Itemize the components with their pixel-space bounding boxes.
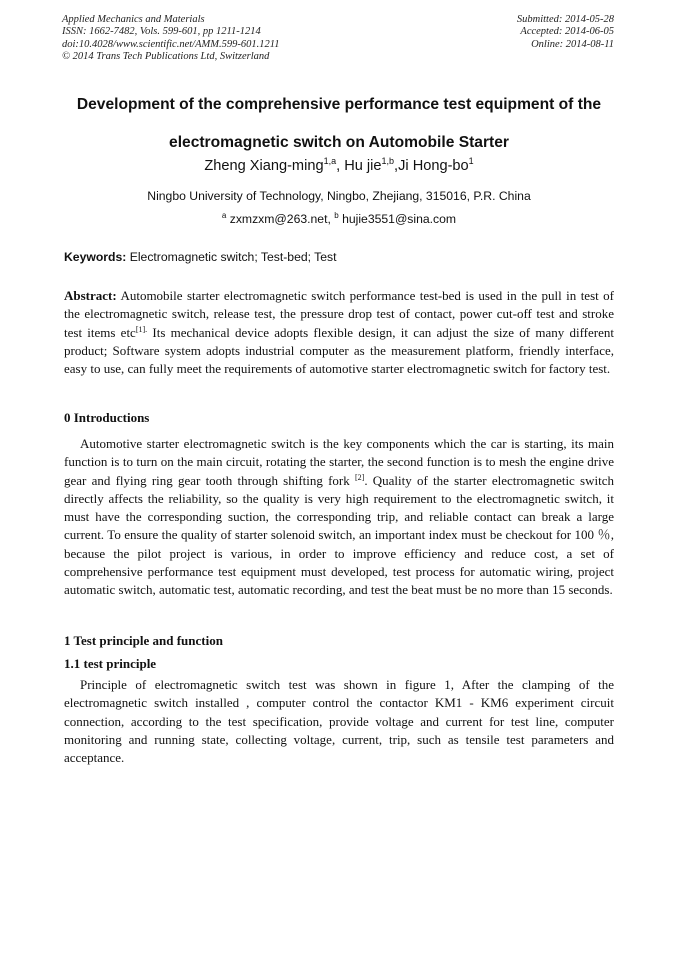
abstract-label: Abstract: [64, 288, 117, 303]
email-b[interactable]: hujie3551@sina.com [342, 212, 457, 226]
email-b-mark: b [334, 211, 339, 220]
introduction-text-2: . Quality of the starter electromagnetic switch directly affects the reliability, so the quality is very high requirement to the electromagnetic switch, it must have the corresponding suction, the corresponding trip, and reliable contact can break a large current. To ensure the quality of starter solenoid switch, an important index must be checkout for 100 ％, because the pilot project is various, in order to improve efficiency and reduce cost, a set of comprehensive performance test equipment must developed, test process for automatic wiring, project automatic switch, automatic test, automatic recording, and test the beat must be no more than 15 seconds. [64, 472, 614, 598]
journal-name: Applied Mechanics and Materials [62, 14, 205, 25]
introduction-text [64, 435, 614, 600]
email-a[interactable]: zxmzxm@263.net, [229, 212, 331, 226]
author-list [40, 158, 638, 174]
author-separator: , [336, 158, 345, 174]
journal-copyright: © 2014 Trans Tech Publications Ltd, Switzerland [62, 51, 270, 63]
paper-title [40, 86, 638, 162]
paper-title-line-1: Development of the comprehensive performance test equipment of the [76, 96, 602, 113]
test-principle-paragraph [64, 676, 614, 767]
abstract-citation[interactable]: [1]. [135, 324, 148, 334]
keywords-text: Electromagnetic switch; Test-bed; Test [129, 250, 337, 264]
journal-issn: ISSN: 1662-7482, Vols. 599-601, pp 1211-1214 [62, 26, 261, 38]
keywords [64, 250, 337, 264]
test-principle-text: Principle of electromagnetic switch test was shown in figure 1, After the clamping of the electromagnetic switch installed , computer control the contactor KM1 - KM6 experiment circuit connection, according to the test specification, provide voltage and current for test line, computer monitoring and running state, collecting voltage, current, trip, such as tensile test parameters and acceptance. [64, 677, 614, 766]
section-1-heading: 1 Test principle and function [64, 633, 223, 648]
author-affiliation: Ningbo University of Technology, Ningbo, Zhejiang, 315016, P.R. China [147, 189, 531, 203]
accepted-date: Accepted: 2014-06-05 [520, 26, 614, 38]
introduction-citation[interactable]: [2] [354, 472, 365, 482]
subsection-1-1-heading: 1.1 test principle [64, 656, 157, 671]
author-1-name: Zheng Xiang-ming [204, 158, 324, 174]
author-3-name: Ji Hong-bo [398, 158, 469, 174]
author-emails [40, 212, 638, 226]
abstract-text-2: Its mechanical device adopts flexible design, it can adjust the size of many different product; Software system adopts industrial computer as the measurement platform, friendly interface, easy to use, can fully meet the requirements of automotive starter electromagnetic switch for factory test. [64, 324, 614, 377]
author-2-name: Hu jie [344, 158, 382, 174]
author-3-affiliation-mark: 1 [468, 156, 474, 166]
journal-info [62, 14, 279, 64]
online-date: Online: 2014-08-11 [531, 38, 614, 50]
section-0-heading: 0 Introductions [64, 410, 150, 425]
introduction-paragraph [64, 435, 614, 600]
introduction-text-1: Automotive starter electromagnetic switch is the key components which the car is starting, its main function is to turn on the main circuit, rotating the starter, the second function is to mesh the engine drive gear and flying ring gear tooth through shifting fork [64, 436, 614, 488]
journal-doi[interactable]: doi:10.4028/www.scientific.net/AMM.599-601.1211 [62, 38, 280, 50]
author-1-affiliation-mark: 1,a [323, 156, 337, 166]
publication-dates [517, 14, 614, 51]
submitted-date: Submitted: 2014-05-28 [516, 14, 614, 25]
abstract-text-1: Automobile starter electromagnetic switch performance test-bed is used in the pull in test of the electromagnetic switch, release test, the pressure drop test of contact, power cut-off test and stroke test items etc [64, 288, 614, 340]
paper-title-line-2: electromagnetic switch on Automobile Starter [169, 134, 509, 151]
author-separator: , [394, 158, 399, 174]
author-2-affiliation-mark: 1,b [381, 156, 395, 166]
email-a-mark: a [221, 211, 227, 220]
keywords-label: Keywords: [64, 250, 127, 264]
abstract [64, 287, 614, 378]
